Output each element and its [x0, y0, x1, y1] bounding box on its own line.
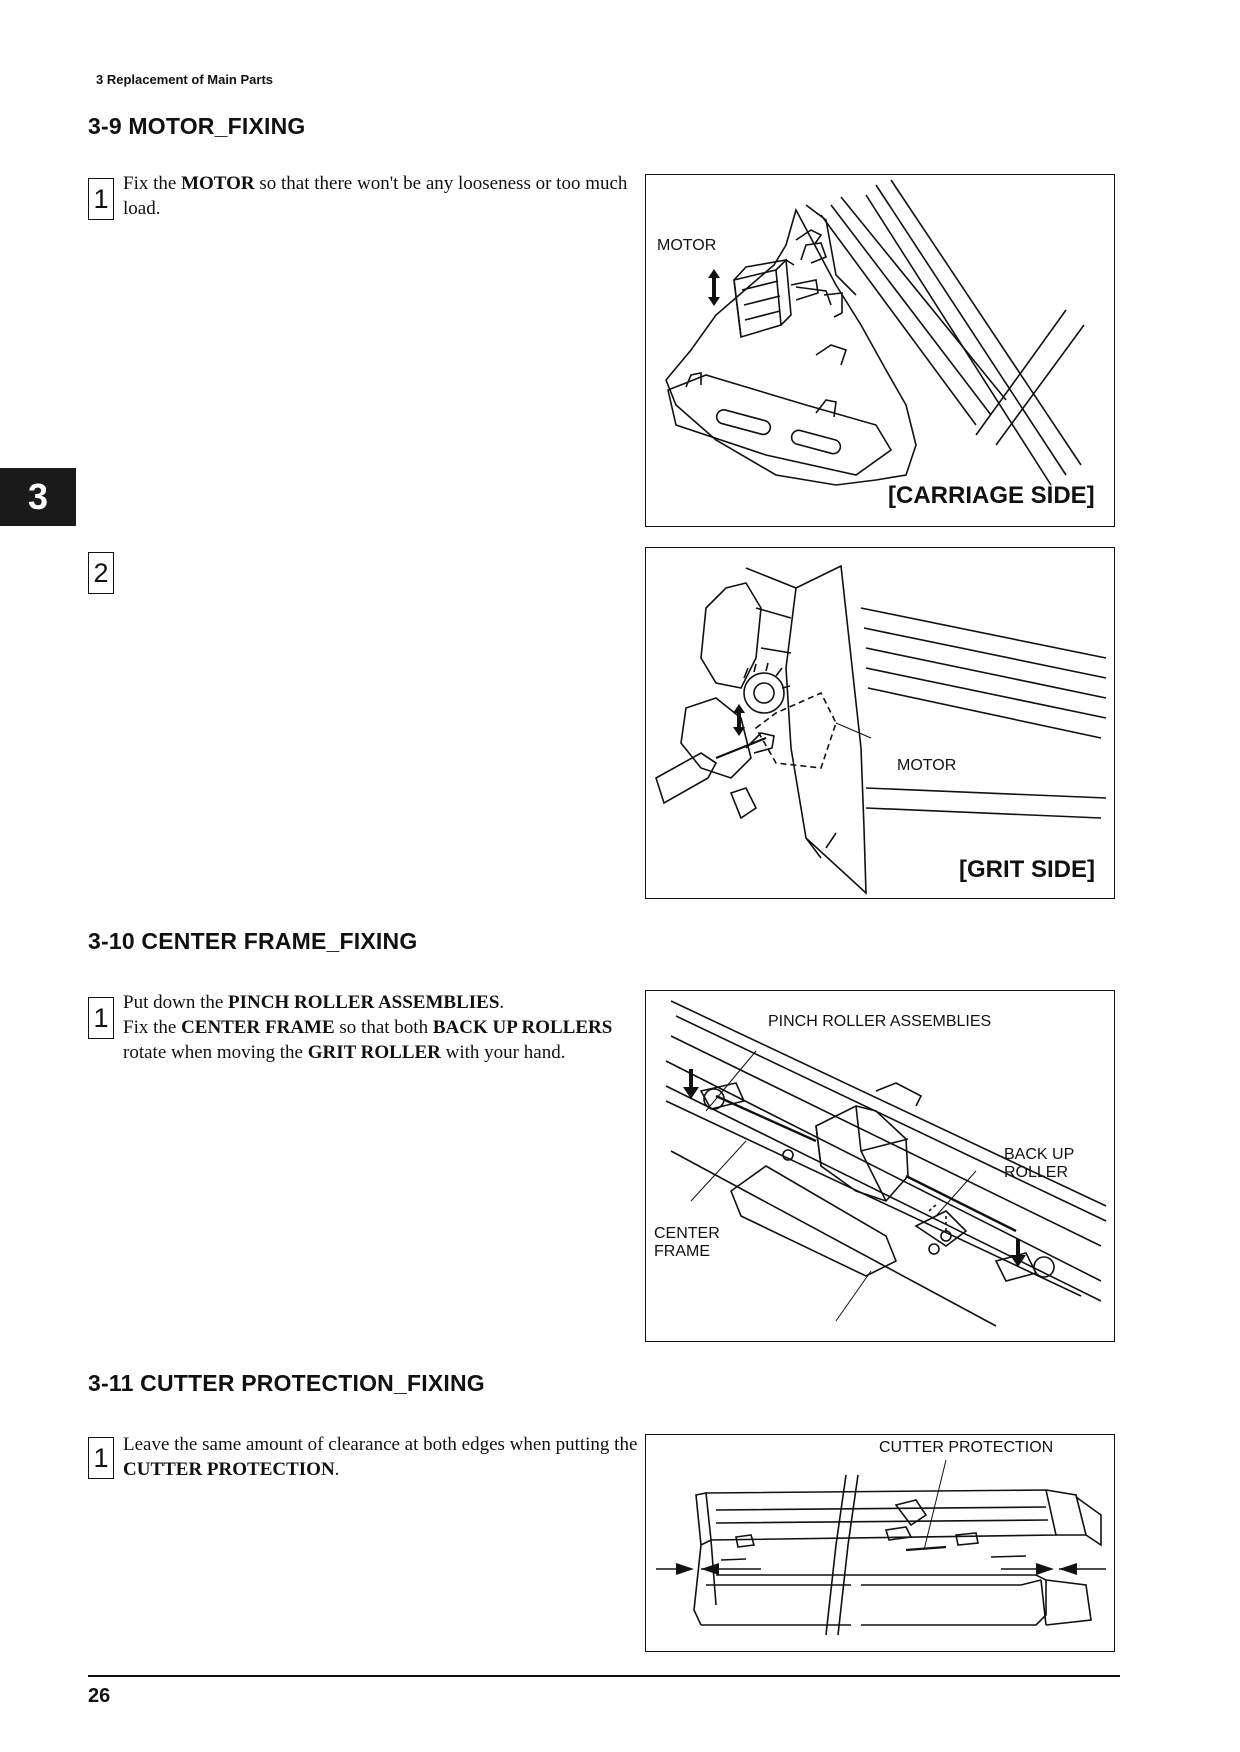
figure-caption-grit-side: [GRIT SIDE]: [959, 856, 1095, 883]
step-instruction: Leave the same amount of clearance at both edges when putting the CUTTER PROTECTION.: [123, 1434, 638, 1480]
chapter-tab: 3: [0, 468, 76, 526]
step-number: 1: [88, 1437, 114, 1479]
page-number: 26: [88, 1685, 111, 1707]
figure-center-frame: [645, 990, 1115, 1342]
illustration-carriage-side: [646, 175, 1116, 528]
running-header: 3 Replacement of Main Parts: [96, 72, 273, 87]
figure-carriage-side-motor: [645, 174, 1115, 527]
callout-back-up-roller: BACK UP ROLLER: [1004, 1146, 1075, 1181]
figure-caption-carriage-side: [CARRIAGE SIDE]: [888, 482, 1095, 509]
step-number: 2: [88, 552, 114, 594]
section-title-center-frame-fixing: 3-10 CENTER FRAME_FIXING: [88, 928, 418, 954]
illustration-cutter-protection: [646, 1435, 1116, 1653]
callout-motor: MOTOR: [657, 237, 717, 254]
section-title-motor-fixing: 3-9 MOTOR_FIXING: [88, 113, 306, 139]
step-number: 1: [88, 997, 114, 1039]
figure-grit-side-motor: [645, 547, 1115, 899]
callout-pinch-roller-assemblies: PINCH ROLLER ASSEMBLIES: [768, 1013, 992, 1030]
illustration-grit-side: [646, 548, 1116, 900]
callout-cutter-protection: CUTTER PROTECTION: [879, 1439, 1054, 1456]
step-number: 1: [88, 178, 114, 220]
footer-rule: [88, 1675, 1120, 1677]
figure-cutter-protection: [645, 1434, 1115, 1652]
section-title-cutter-protection-fixing: 3-11 CUTTER PROTECTION_FIXING: [88, 1370, 485, 1396]
step-instruction: Fix the MOTOR so that there won't be any looseness or too much load.: [123, 173, 628, 219]
callout-center-frame: CENTER FRAME: [654, 1225, 720, 1260]
step-instruction: Put down the PINCH ROLLER ASSEMBLIES. Fix the CENTER FRAME so that both BACK UP ROLLERS rotate when moving the GRIT ROLLER with your hand.: [123, 992, 613, 1063]
callout-motor: MOTOR: [897, 757, 957, 774]
